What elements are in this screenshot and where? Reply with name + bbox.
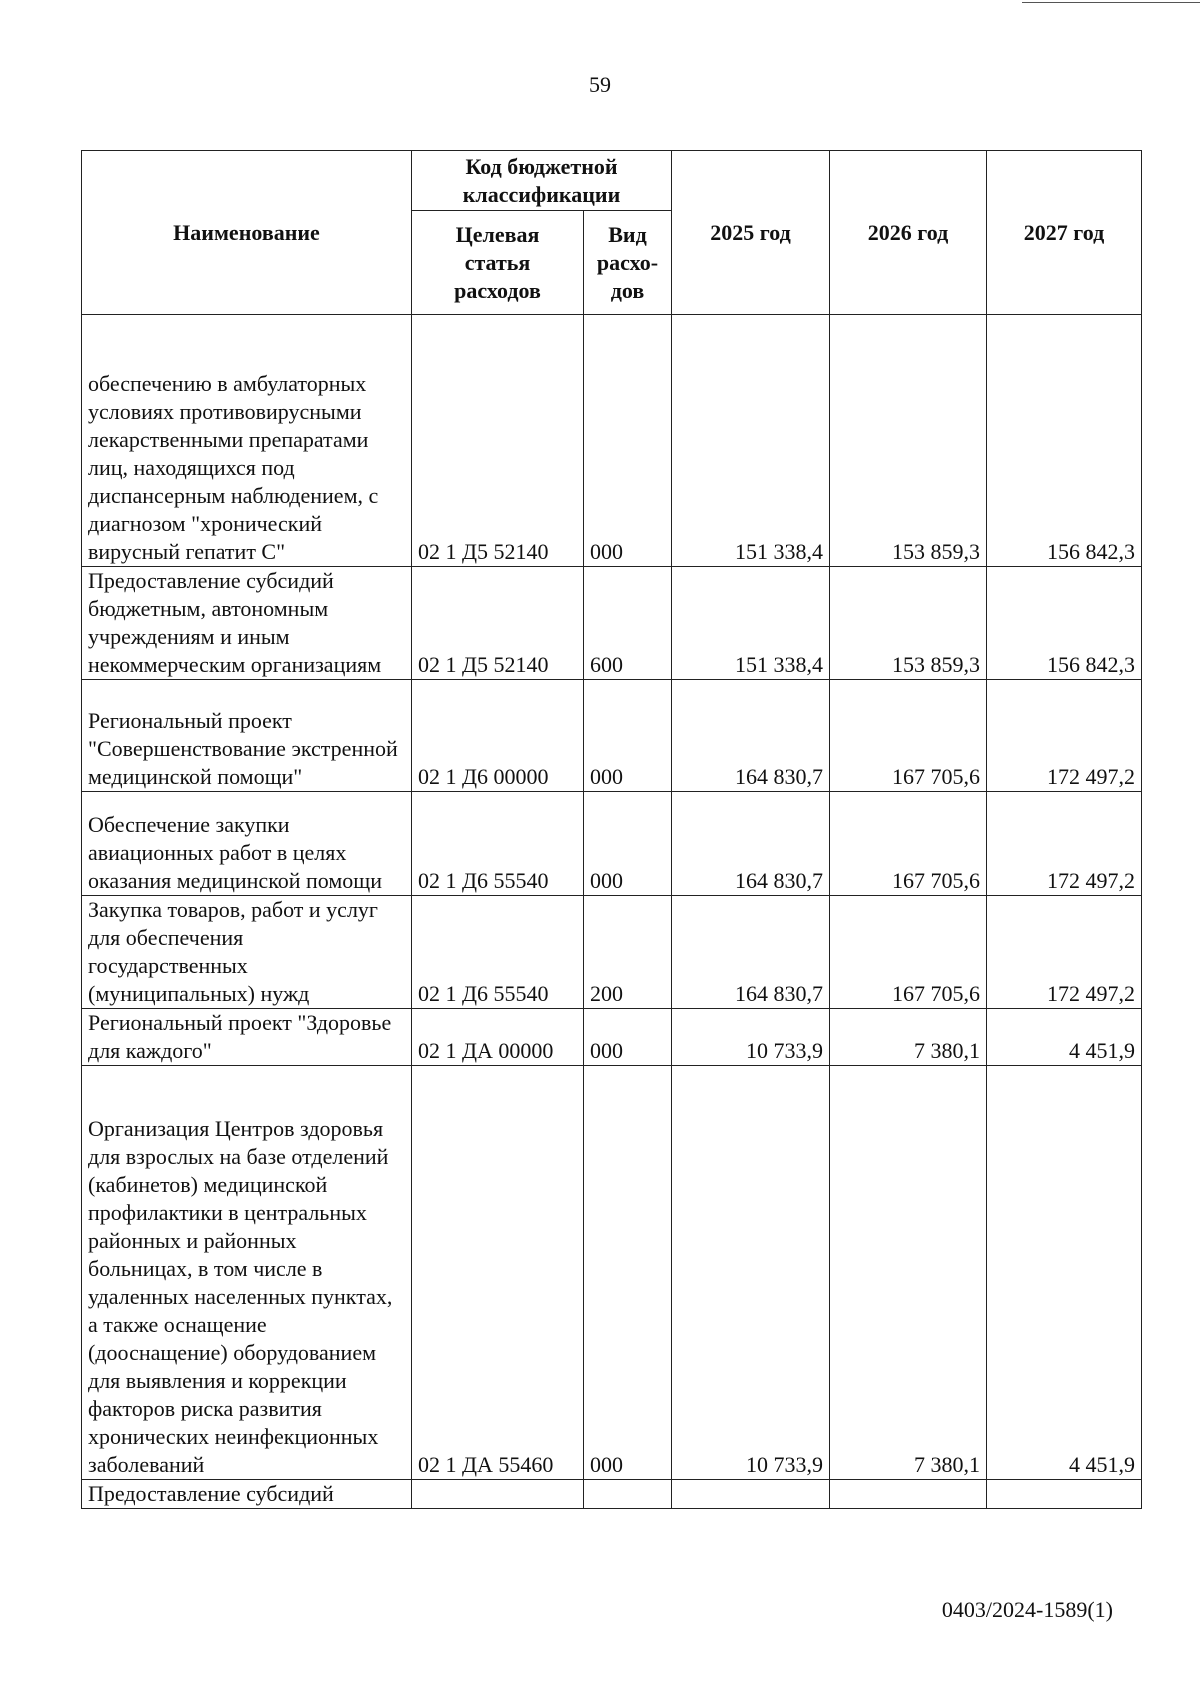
row-target-code: 02 1 Д5 52140	[412, 315, 584, 567]
budget-table	[81, 150, 1142, 1509]
row-target-code: 02 1 Д5 52140	[412, 567, 584, 680]
row-target-code: 02 1 Д6 55540	[412, 792, 584, 896]
row-amount-2025: 164 830,7	[672, 792, 830, 896]
row-amount-2026: 167 705,6	[830, 896, 987, 1009]
table-row	[82, 567, 1142, 680]
header-target-item: Целевая статья расходов	[412, 211, 584, 315]
row-amount-2026: 153 859,3	[830, 567, 987, 680]
row-target-code: 02 1 ДА 00000	[412, 1009, 584, 1066]
table-row	[82, 792, 1142, 896]
document-code: 0403/2024-1589(1)	[941, 1597, 1113, 1622]
row-amount-2025: 10 733,9	[672, 1009, 830, 1066]
row-name: Закупка товаров, работ и услуг для обеспечения государственных (муниципальных) нужд	[82, 896, 412, 1009]
row-name: Организация Центров здоровья для взрослых на базе отделений (кабинетов) медицинской профилактики в центральных районных и районных больницах, в том числе в удаленных населенных пунктах, а также оснащение (дооснащение) оборудованием для выявления и коррекции факторов риска развития хронических неинфекционных заболеваний	[82, 1066, 412, 1480]
table-row	[82, 1480, 1142, 1509]
row-amount-2027: 172 497,2	[987, 792, 1142, 896]
header-year-2026: 2026 год	[830, 151, 987, 315]
header-expense-kind: Вид расхо-дов	[584, 211, 672, 315]
row-amount-2025: 151 338,4	[672, 567, 830, 680]
table-body	[82, 315, 1142, 1509]
row-amount-2025: 164 830,7	[672, 680, 830, 792]
row-target-code: 02 1 Д6 00000	[412, 680, 584, 792]
table-row	[82, 896, 1142, 1009]
header-year-2027: 2027 год	[987, 151, 1142, 315]
row-amount-2027: 156 842,3	[987, 567, 1142, 680]
row-target-code	[412, 1480, 584, 1509]
table-row	[82, 680, 1142, 792]
row-name: обеспечению в амбулаторных условиях противовирусными лекарственными препаратами лиц, находящихся под диспансерным наблюдением, с диагнозом "хронический вирусный гепатит С"	[82, 315, 412, 567]
header-budget-code-group: Код бюджетной классификации	[412, 151, 672, 211]
table-row	[82, 315, 1142, 567]
row-amount-2027: 172 497,2	[987, 896, 1142, 1009]
row-name: Региональный проект "Совершенствование экстренной медицинской помощи"	[82, 680, 412, 792]
row-amount-2026: 7 380,1	[830, 1009, 987, 1066]
row-name: Региональный проект "Здоровье для каждого"	[82, 1009, 412, 1066]
row-name: Предоставление субсидий	[82, 1480, 412, 1509]
row-amount-2026	[830, 1480, 987, 1509]
row-target-code: 02 1 ДА 55460	[412, 1066, 584, 1480]
row-amount-2025: 151 338,4	[672, 315, 830, 567]
row-name: Обеспечение закупки авиационных работ в целях оказания медицинской помощи	[82, 792, 412, 896]
top-rule	[1022, 2, 1200, 3]
row-name: Предоставление субсидий бюджетным, автономным учреждениям и иным некоммерческим организациям	[82, 567, 412, 680]
row-amount-2026: 7 380,1	[830, 1066, 987, 1480]
header-year-2025: 2025 год	[672, 151, 830, 315]
row-amount-2026: 167 705,6	[830, 680, 987, 792]
row-expense-kind: 000	[584, 792, 672, 896]
row-expense-kind: 000	[584, 1066, 672, 1480]
row-amount-2027: 4 451,9	[987, 1009, 1142, 1066]
header-name: Наименование	[82, 151, 412, 315]
row-amount-2025: 164 830,7	[672, 896, 830, 1009]
row-expense-kind: 000	[584, 315, 672, 567]
row-target-code: 02 1 Д6 55540	[412, 896, 584, 1009]
table-header	[82, 151, 1142, 315]
row-expense-kind: 000	[584, 1009, 672, 1066]
row-amount-2026: 167 705,6	[830, 792, 987, 896]
row-amount-2027: 172 497,2	[987, 680, 1142, 792]
row-expense-kind: 200	[584, 896, 672, 1009]
row-amount-2026: 153 859,3	[830, 315, 987, 567]
page-number: 59	[589, 72, 611, 97]
row-amount-2027: 4 451,9	[987, 1066, 1142, 1480]
row-expense-kind: 000	[584, 680, 672, 792]
row-amount-2025	[672, 1480, 830, 1509]
table-row	[82, 1009, 1142, 1066]
row-expense-kind: 600	[584, 567, 672, 680]
row-expense-kind	[584, 1480, 672, 1509]
table-row	[82, 1066, 1142, 1480]
row-amount-2025: 10 733,9	[672, 1066, 830, 1480]
row-amount-2027: 156 842,3	[987, 315, 1142, 567]
row-amount-2027	[987, 1480, 1142, 1509]
